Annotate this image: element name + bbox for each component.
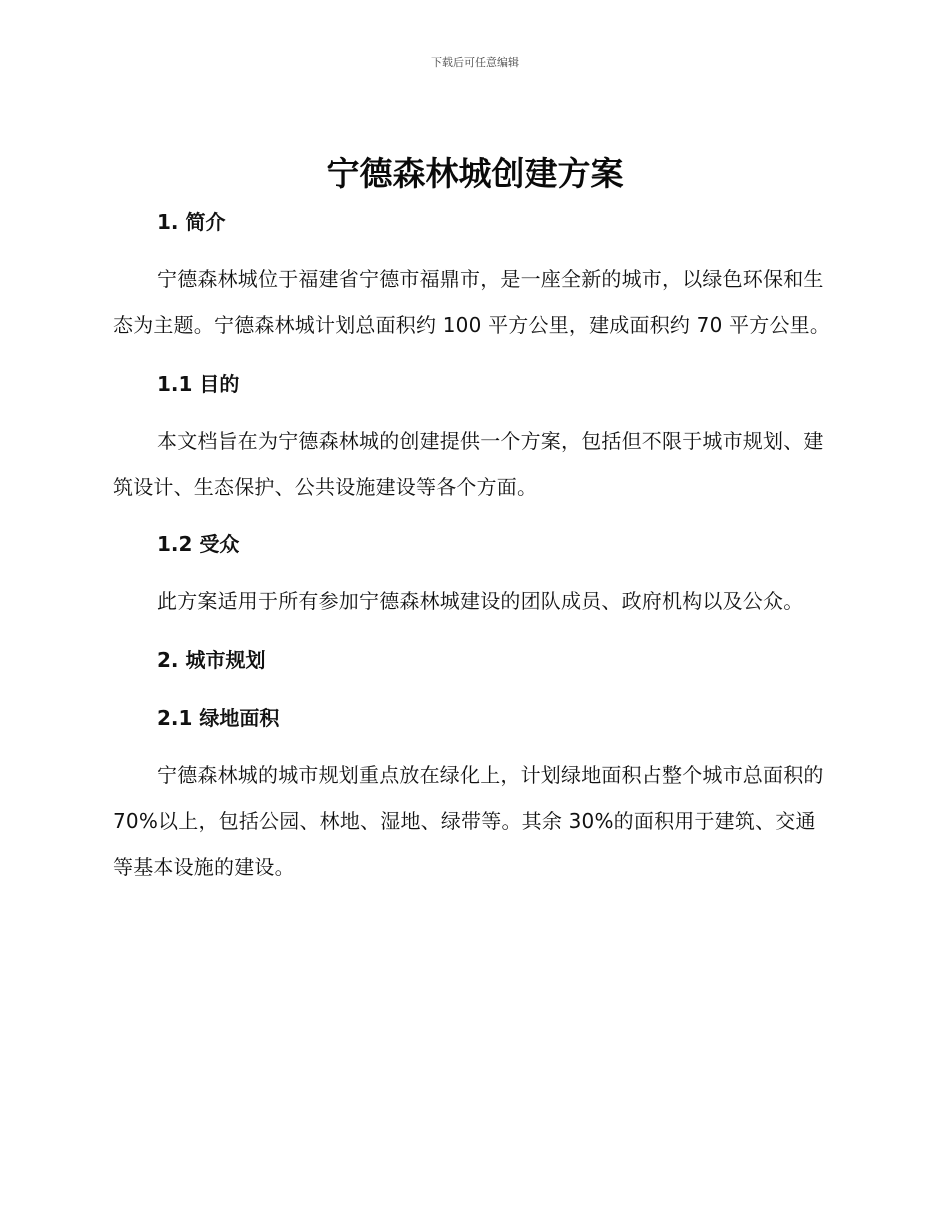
section-heading-green-area: 2.1 绿地面积	[157, 706, 280, 730]
document-body	[113, 200, 833, 890]
section-heading-purpose: 1.1 目的	[157, 372, 240, 396]
paragraph-intro: 宁德森林城位于福建省宁德市福鼎市，是一座全新的城市，以绿色环保和生态为主题。宁德森林城计划总面积约 100 平方公里，建成面积约 70 平方公里。	[113, 267, 831, 337]
spacer	[113, 510, 833, 522]
spacer	[113, 624, 833, 638]
section-heading-audience: 1.2 受众	[157, 532, 240, 556]
paragraph-audience: 此方案适用于所有参加宁德森林城建设的团队成员、政府机构以及公众。	[157, 589, 804, 613]
spacer	[113, 740, 833, 752]
spacer	[113, 244, 833, 256]
section-heading-planning: 2. 城市规划	[157, 648, 266, 672]
header-note: 下载后可任意编辑	[431, 56, 519, 69]
paragraph-green-area: 宁德森林城的城市规划重点放在绿化上，计划绿地面积占整个城市总面积的 70%以上，包括公园、林地、湿地、绿带等。其余 30%的面积用于建筑、交通等基本设施的建设。	[113, 763, 824, 879]
paragraph-purpose: 本文档旨在为宁德森林城的创建提供一个方案，包括但不限于城市规划、建筑设计、生态保护、公共设施建设等各个方面。	[113, 429, 824, 499]
spacer	[113, 348, 833, 362]
spacer	[113, 566, 833, 578]
spacer	[113, 406, 833, 418]
document-title: 宁德森林城创建方案	[326, 154, 624, 193]
section-heading-intro: 1. 简介	[157, 210, 226, 234]
spacer	[113, 682, 833, 696]
